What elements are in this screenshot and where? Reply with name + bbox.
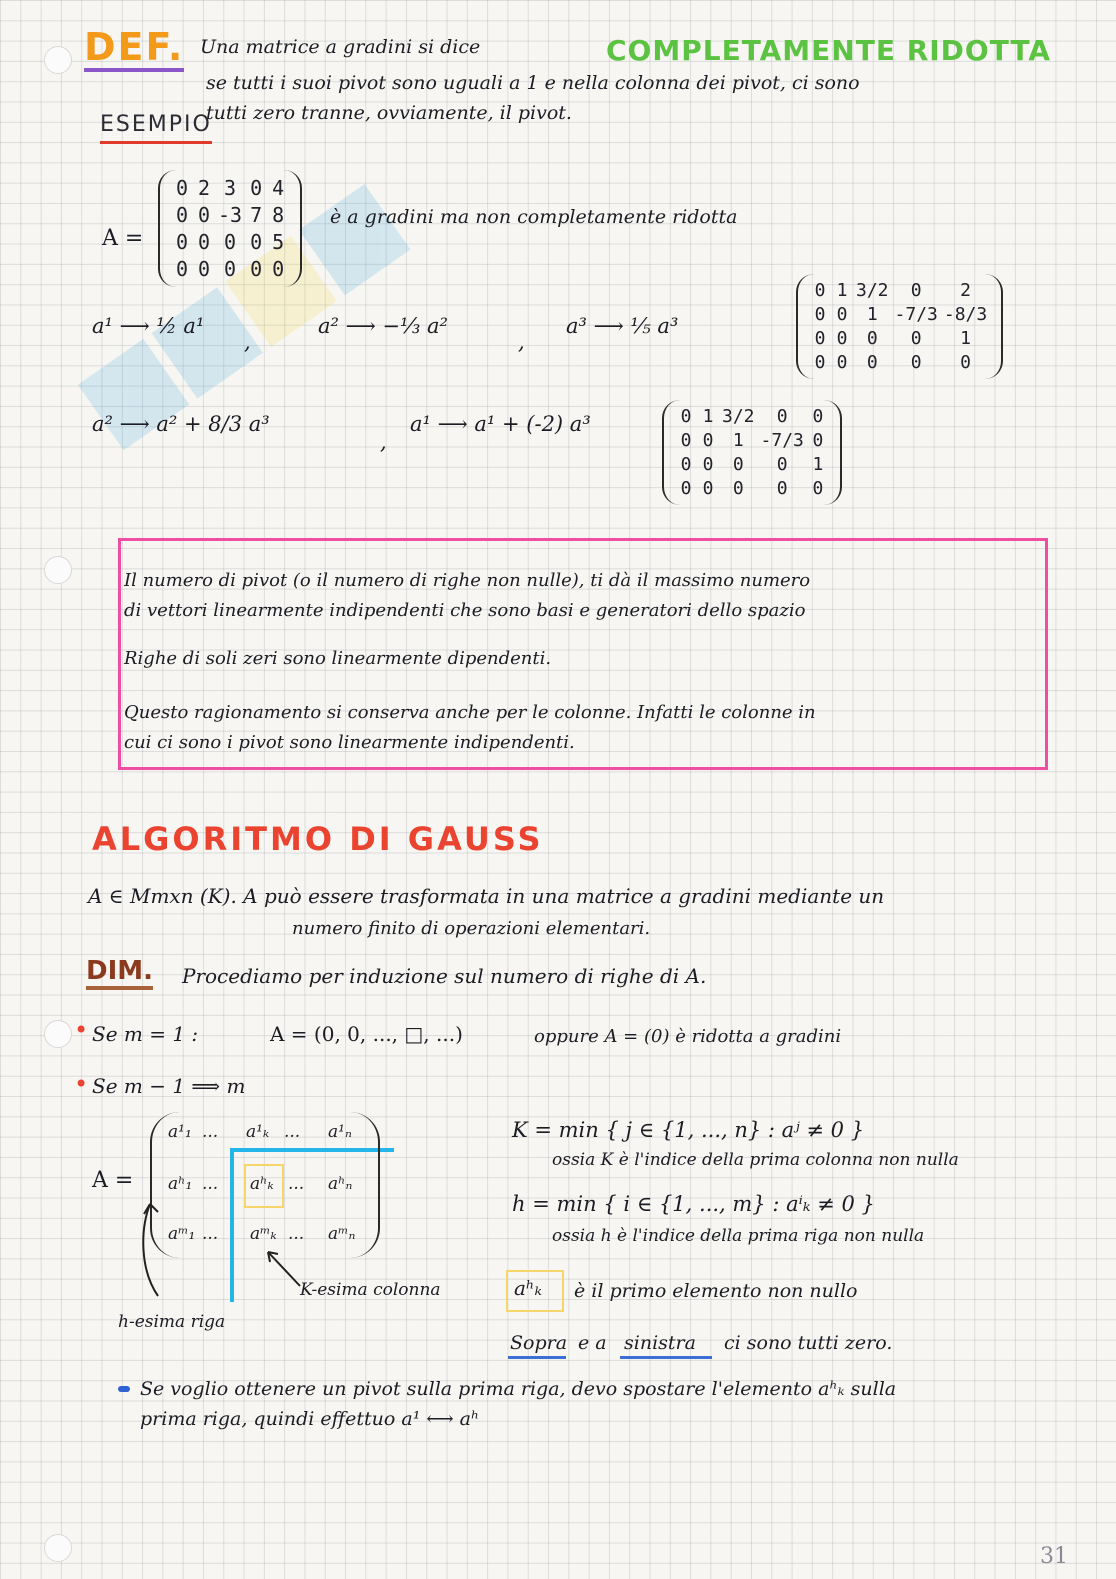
op-2: a² ⟶ −⅓ a² xyxy=(318,314,448,338)
matrix-cell: 3/2 xyxy=(856,280,889,301)
box-line3: Righe di soli zeri sono linearmente dipendenti. xyxy=(124,648,552,669)
matrix-cell: 5 xyxy=(272,230,285,254)
matrix-cell: -7/3 xyxy=(894,304,938,325)
matrix-cell: 0 xyxy=(175,230,189,254)
op-3: a³ ⟶ ⅕ a³ xyxy=(566,314,679,338)
matrix-cell: 0 xyxy=(866,328,878,349)
gauss-title: ALGORITMO DI GAUSS xyxy=(92,820,544,858)
matrix-cell: -3 xyxy=(218,203,243,227)
matrix-cell: 0 xyxy=(175,257,189,281)
box-line1: Il numero di pivot (o il numero di righe non nulle), ti dà il massimo numero xyxy=(124,570,811,591)
hrow-label: h-esima riga xyxy=(118,1312,226,1332)
matrix-cell: 4 xyxy=(272,176,285,200)
matrix-cell: 0 xyxy=(812,478,824,499)
matrix-cell: 0 xyxy=(702,478,714,499)
op-separator: , xyxy=(244,330,251,354)
matrix-cell: 0 xyxy=(960,352,971,373)
matrix-cell: 0 xyxy=(836,352,848,373)
matrix-ellipsis: ... xyxy=(288,1174,305,1194)
matrix-cell: 0 xyxy=(680,430,692,451)
op-separator: , xyxy=(380,430,387,454)
matrix-ellipsis: ... xyxy=(288,1224,305,1244)
bullet-dot: • xyxy=(74,1016,89,1044)
matrix-cell: 0 xyxy=(812,406,824,427)
matrix-cell: aʰₙ xyxy=(328,1174,353,1194)
pivot-note: è il primo elemento non nullo xyxy=(574,1280,858,1302)
matrix-cell: 0 xyxy=(197,257,211,281)
matrix-cell: 7 xyxy=(250,203,263,227)
op-separator: , xyxy=(518,330,525,354)
case1-formula: A = (0, 0, ..., □, ...) xyxy=(270,1022,463,1046)
def-title: COMPLETAMENTE RIDOTTA xyxy=(606,34,1052,67)
matrix-cell: 0 xyxy=(197,203,211,227)
matrix-cell: aᵐₖ xyxy=(250,1224,277,1244)
matrix-cell: 0 xyxy=(272,257,285,281)
case1-label: Se m = 1 : xyxy=(92,1022,199,1046)
sinistra-word: sinistra xyxy=(624,1332,696,1354)
matrix-cell: 0 xyxy=(836,328,848,349)
matrix-cell: 0 xyxy=(250,176,263,200)
h-definition: h = min { i ∈ {1, ..., m} : aⁱₖ ≠ 0 } xyxy=(512,1192,875,1216)
matrix-cell: a¹₁ xyxy=(168,1122,192,1142)
def-text-line1: Una matrice a gradini si dice xyxy=(200,36,481,58)
matrix-cell: a¹ₖ xyxy=(246,1122,270,1142)
pivot-symbol: aʰₖ xyxy=(514,1276,542,1300)
matrix-cell: 0 xyxy=(910,280,922,301)
matrix-cell: 0 xyxy=(680,454,692,475)
matrix-cell: aᵐ₁ xyxy=(168,1224,196,1244)
example-note: è a gradini ma non completamente ridotta xyxy=(330,206,738,228)
matrix-cell: 0 xyxy=(910,328,922,349)
matrix-cell: 0 xyxy=(702,454,714,475)
big-matrix-prefix: A = xyxy=(92,1168,134,1193)
matrix-cell: 0 xyxy=(910,352,922,373)
matrix-cell: 0 xyxy=(812,430,824,451)
matrix-cell: 1 xyxy=(702,406,714,427)
matrix-cell: 0 xyxy=(197,230,211,254)
matrix-cell: 3/2 xyxy=(722,406,755,427)
middle-words: e a xyxy=(578,1332,607,1354)
matrix-cell: 0 xyxy=(732,454,744,475)
sopra-word: Sopra xyxy=(510,1332,568,1354)
h-note: ossia h è l'indice della prima riga non nulla xyxy=(552,1226,925,1246)
matrix-cell: 3 xyxy=(224,176,237,200)
matrix-cell: 0 xyxy=(836,304,848,325)
case1-tail: oppure A = (0) è ridotta a gradini xyxy=(534,1026,842,1047)
matrix-cell: 0 xyxy=(702,430,714,451)
matrix-cell: 1 xyxy=(866,304,878,325)
matrix-ellipsis: ... xyxy=(202,1122,219,1142)
matrix-cell: 0 xyxy=(776,478,788,499)
matrix-cell: aʰ₁ xyxy=(168,1174,193,1194)
matrix-cell: 0 xyxy=(776,406,788,427)
matrix-cell: 0 xyxy=(814,328,826,349)
matrix-cell: -8/3 xyxy=(943,304,988,325)
matrix-cell: 8 xyxy=(272,203,285,227)
final-line2: prima riga, quindi effettuo a¹ ⟷ aʰ xyxy=(140,1408,480,1430)
matrix-cell: a¹ₙ xyxy=(328,1122,352,1142)
dim-text: Procediamo per induzione sul numero di righe di A. xyxy=(182,964,707,988)
matrix-cell: 1 xyxy=(836,280,848,301)
matrix-cell: 1 xyxy=(960,328,971,349)
kcol-label: K-esima colonna xyxy=(300,1280,441,1300)
matrix-cell: 0 xyxy=(814,304,826,325)
sopra-underline xyxy=(508,1356,566,1359)
matrix-cell: -7/3 xyxy=(760,430,804,451)
matrix-cell: 0 xyxy=(175,203,189,227)
op-5: a¹ ⟶ a¹ + (-2) a³ xyxy=(410,412,591,436)
final-line1: Se voglio ottenere un pivot sulla prima riga, devo spostare l'elemento aʰₖ sulla xyxy=(140,1378,897,1400)
op-1: a¹ ⟶ ½ a¹ xyxy=(92,314,205,338)
bullet-dot: • xyxy=(74,1070,89,1098)
matrix-a-prefix: A = xyxy=(102,226,144,251)
op-4: a² ⟶ a² + 8/3 a³ xyxy=(92,412,270,436)
matrix-cell: 0 xyxy=(224,257,237,281)
matrix-cell: 0 xyxy=(250,230,263,254)
box-line5: cui ci sono i pivot sono linearmente indipendenti. xyxy=(124,732,575,753)
matrix-ellipsis: ... xyxy=(284,1122,301,1142)
matrix-cell: 2 xyxy=(197,176,211,200)
matrix-cell: 0 xyxy=(776,454,788,475)
matrix-cell: 2 xyxy=(960,280,971,301)
def-text-line3: tutti zero tranne, ovviamente, il pivot. xyxy=(206,102,572,124)
matrix-cell: 0 xyxy=(732,478,744,499)
sinistra-underline xyxy=(620,1356,712,1359)
matrix-cell: 0 xyxy=(250,257,263,281)
case2-label: Se m − 1 ⟹ m xyxy=(92,1074,246,1098)
matrix-cell: 1 xyxy=(812,454,824,475)
dim-label: DIM. xyxy=(86,956,153,990)
matrix-cell: 1 xyxy=(732,430,744,451)
matrix-cell: 0 xyxy=(175,176,189,200)
matrix-ellipsis: ... xyxy=(202,1224,219,1244)
k-definition: K = min { j ∈ {1, ..., n} : aʲ ≠ 0 } xyxy=(512,1118,865,1142)
matrix-cell: 0 xyxy=(866,352,878,373)
def-label: DEF. xyxy=(84,26,184,72)
matrix-cell: 0 xyxy=(224,230,237,254)
box-line4: Questo ragionamento si conserva anche per le colonne. Infatti le colonne in xyxy=(124,702,816,723)
matrix-cell: 0 xyxy=(814,280,826,301)
matrix-cell: aᵐₙ xyxy=(328,1224,356,1244)
matrix-ellipsis: ... xyxy=(202,1174,219,1194)
box-line2: di vettori linearmente indipendenti che sono basi e generatori dello spazio xyxy=(124,600,806,621)
bullet-dash-icon xyxy=(118,1386,130,1392)
gauss-statement-line2: numero finito di operazioni elementari. xyxy=(292,918,651,939)
matrix-cell: 0 xyxy=(680,478,692,499)
def-text-line2: se tutti i suoi pivot sono uguali a 1 e nella colonna dei pivot, ci sono xyxy=(206,72,860,94)
matrix-cell: 0 xyxy=(680,406,692,427)
matrix-cell: aʰₖ xyxy=(250,1174,274,1194)
matrix-cell: 0 xyxy=(814,352,826,373)
page-number: 31 xyxy=(1040,1544,1068,1569)
gauss-statement-line1: A ∈ Mmxn (K). A può essere trasformata in una matrice a gradini mediante un xyxy=(88,884,885,908)
tail-words: ci sono tutti zero. xyxy=(724,1332,893,1354)
example-label: ESEMPIO xyxy=(100,112,212,144)
k-note: ossia K è l'indice della prima colonna non nulla xyxy=(552,1150,959,1170)
